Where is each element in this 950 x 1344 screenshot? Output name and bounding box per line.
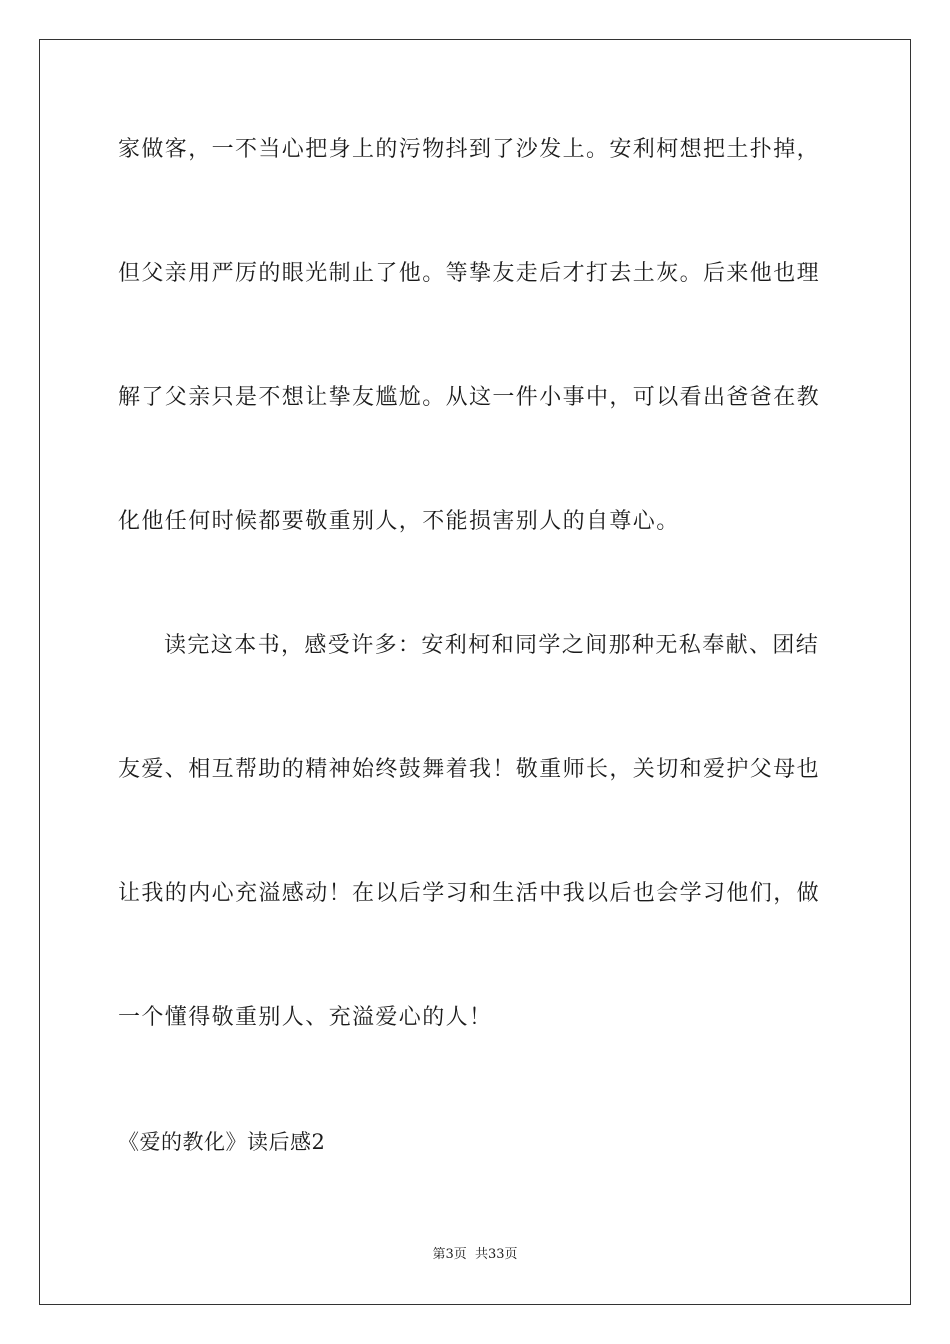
- page-footer: [0, 1246, 950, 1264]
- paragraph-line: 解了父亲只是不想让挚友尴尬。从这一件小事中，可以看出爸爸在教: [118, 385, 821, 410]
- paragraph-line: 化他任何时候都要敬重别人，不能损害别人的自尊心。: [118, 509, 680, 534]
- paragraph-line: 一个懂得敬重别人、充溢爱心的人！: [118, 1005, 493, 1030]
- page-total: 共33页: [474, 1247, 518, 1262]
- paragraph-line: 读完这本书，感受许多：安利柯和同学之间那种无私奉献、团结: [164, 633, 820, 658]
- paragraph-line: 家做客，一不当心把身上的污物抖到了沙发上。安利柯想把土扑掉，: [118, 137, 821, 162]
- paragraph-line: 友爱、相互帮助的精神始终鼓舞着我！敬重师长，关切和爱护父母也: [118, 757, 821, 782]
- paragraph-line: 但父亲用严厉的眼光制止了他。等挚友走后才打去土灰。后来他也理: [118, 261, 821, 286]
- page-number: 第3页: [432, 1247, 467, 1262]
- section-heading: 《爱的教化》读后感2: [118, 1130, 326, 1154]
- paragraph-line: 让我的内心充溢感动！在以后学习和生活中我以后也会学习他们，做: [118, 881, 821, 906]
- page-frame: [39, 39, 911, 1305]
